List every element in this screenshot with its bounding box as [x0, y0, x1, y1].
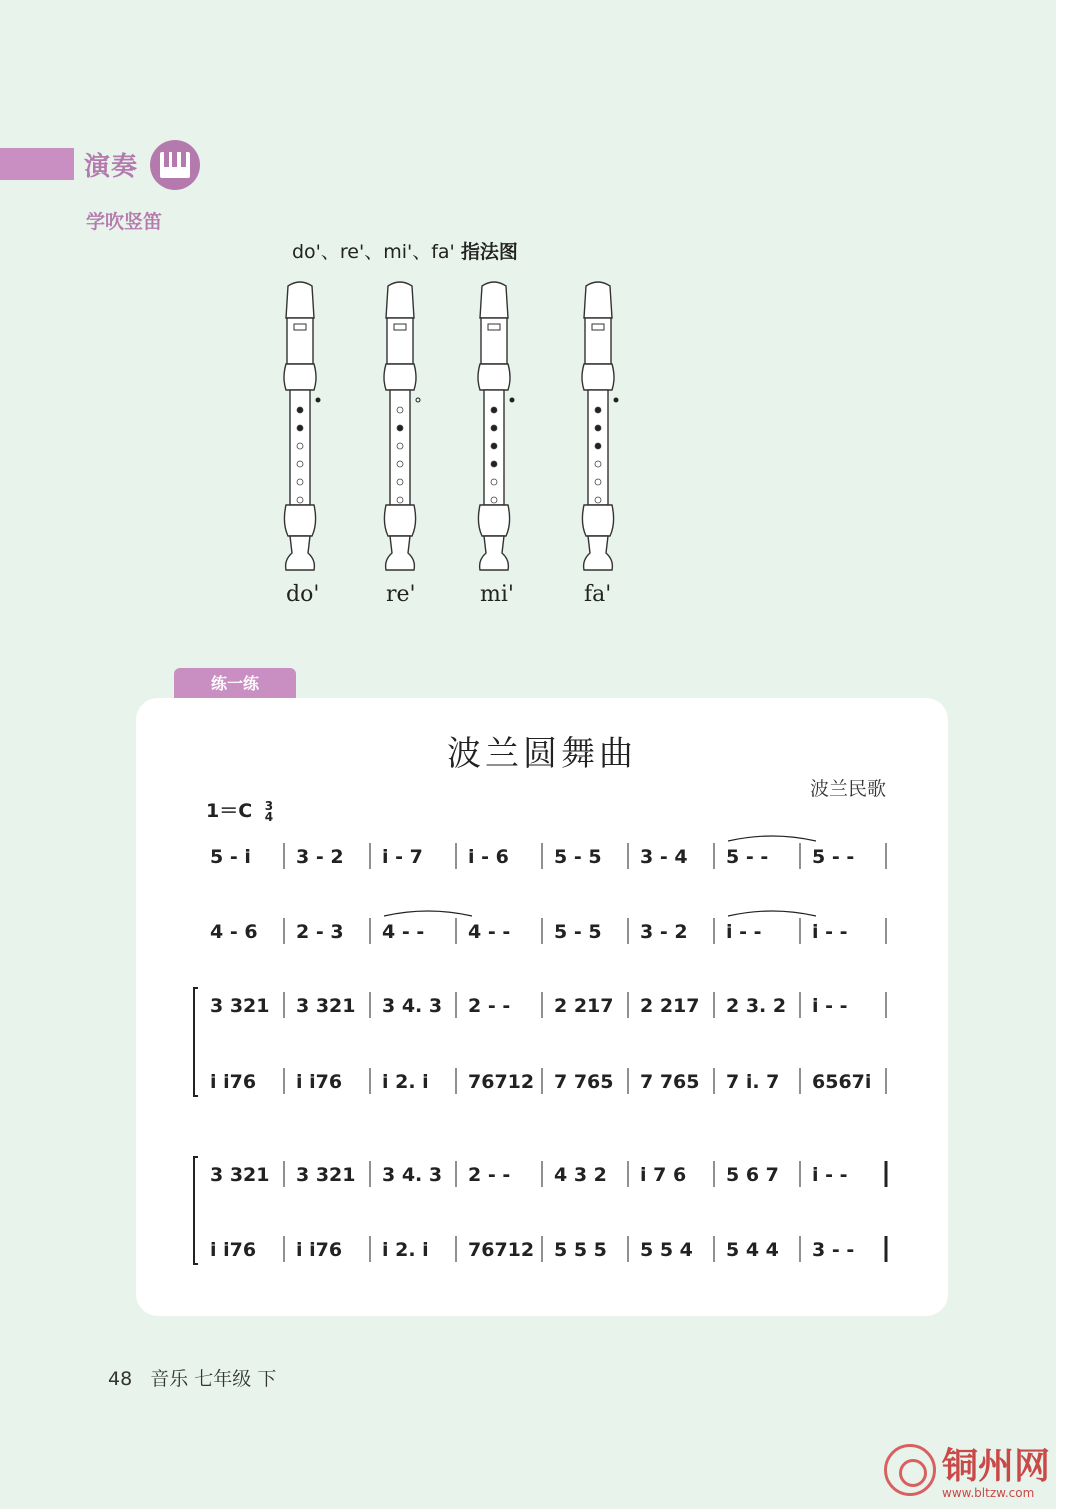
tie [384, 911, 472, 916]
recorder-4 [568, 278, 628, 578]
measure: 2 - 3 [296, 921, 344, 943]
measure: 2 - - [468, 995, 511, 1017]
measure: 5 5 5 [554, 1239, 607, 1261]
fingering-label: re' [386, 582, 416, 607]
measure: i - 6 [468, 846, 509, 868]
measure: 3 4. 3 [382, 1164, 443, 1186]
caption-suffix: 指法图 [460, 241, 518, 263]
page-number: 48 [108, 1368, 133, 1390]
measure: 76712 [468, 1071, 535, 1093]
site-watermark [880, 1438, 1060, 1504]
piano-icon [150, 140, 200, 190]
measure: i i76 [296, 1071, 343, 1093]
measure: 7 i. 7 [726, 1071, 780, 1093]
measure: 2 217 [554, 995, 614, 1017]
measure: 5 5 4 [640, 1239, 693, 1261]
measure: 3 4. 3 [382, 995, 443, 1017]
measure: 5 4 4 [726, 1239, 779, 1261]
measure: i 2. i [382, 1239, 429, 1261]
fingering-label: mi' [480, 582, 514, 607]
caption-notes: do'、re'、mi'、fa' [292, 241, 455, 263]
score-card [136, 698, 948, 1316]
measure: 3 321 [296, 1164, 356, 1186]
measure: 5 - 5 [554, 921, 602, 943]
time-top: 3 [264, 798, 274, 813]
key: 1＝C [206, 800, 253, 822]
measure: 3 - 4 [640, 846, 688, 868]
measure: 5 - - [726, 846, 769, 868]
measure: 6567i [812, 1071, 872, 1093]
measure: 4 - - [468, 921, 511, 943]
figure-caption [292, 237, 518, 264]
measure: i i76 [210, 1071, 257, 1093]
measure: 3 321 [210, 1164, 270, 1186]
measure: 5 - - [812, 846, 855, 868]
measure: 3 - 2 [640, 921, 688, 943]
score [136, 698, 948, 1316]
measure: 3 321 [210, 995, 270, 1017]
measure: i 7 6 [640, 1164, 687, 1186]
measure: i - - [812, 995, 848, 1017]
fingering-label: do' [286, 582, 320, 607]
seal-icon [884, 1444, 936, 1496]
measure: 3 321 [296, 995, 356, 1017]
book-title: 音乐 七年级 下 [150, 1368, 277, 1390]
measure: 76712 [468, 1239, 535, 1261]
tie [728, 836, 816, 841]
measure: i - - [812, 921, 848, 943]
measure: 3 - 2 [296, 846, 344, 868]
measure: 2 3. 2 [726, 995, 787, 1017]
section-title: 演奏 [84, 152, 139, 182]
subsection-title: 学吹竖笛 [86, 211, 163, 233]
measure: 2 217 [640, 995, 700, 1017]
measure: i - 7 [382, 846, 423, 868]
recorder-1 [270, 278, 330, 578]
recorder-3 [464, 278, 524, 578]
tie [728, 911, 816, 916]
measure: 5 - 5 [554, 846, 602, 868]
measure: i i76 [296, 1239, 343, 1261]
measure: 7 765 [554, 1071, 614, 1093]
measure: 5 - i [210, 846, 251, 868]
page-footer [108, 1364, 276, 1391]
measure: 2 - - [468, 1164, 511, 1186]
measure: i - - [726, 921, 762, 943]
measure: 5 6 7 [726, 1164, 779, 1186]
section-bar [0, 148, 74, 180]
time-bottom: 4 [264, 809, 274, 824]
composer: 波兰民歌 [809, 778, 886, 800]
measure: i i76 [210, 1239, 257, 1261]
measure: i 2. i [382, 1071, 429, 1093]
watermark-name: 铜州网 [942, 1445, 1051, 1487]
song-title: 波兰圆舞曲 [447, 734, 637, 774]
system-bracket [194, 1157, 198, 1264]
page-edge [1056, 0, 1080, 1509]
measure: i - - [812, 1164, 848, 1186]
measure: 4 3 2 [554, 1164, 607, 1186]
recorder-2 [370, 278, 430, 578]
fingering-label: fa' [584, 582, 612, 607]
measure: 7 765 [640, 1071, 700, 1093]
watermark-url: www.bltzw.com [942, 1486, 1035, 1500]
practice-tab [174, 668, 296, 700]
system-bracket [194, 988, 198, 1096]
measure: 4 - - [382, 921, 425, 943]
practice-tab-label: 练一练 [210, 674, 259, 693]
measure: 4 - 6 [210, 921, 258, 943]
measure: 3 - - [812, 1239, 855, 1261]
